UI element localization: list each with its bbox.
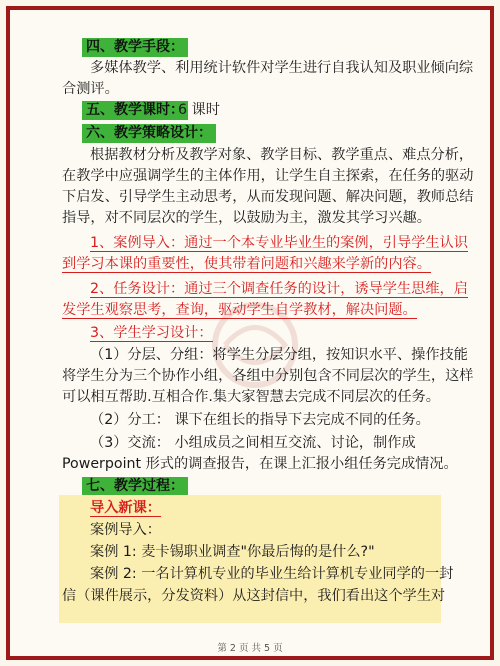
section4-line-2: 合测评。 [62, 81, 119, 97]
section4-heading: 四、教学手段： [82, 38, 188, 57]
section6-sub2: （2）分工： 课下在组长的指导下去完成不同的任务。 [90, 412, 430, 428]
section5-value: 6 课时 [178, 102, 220, 118]
section6-paragraph-line-3: 下启发、引导学生主动思考，从而发现问题、解决问题，教师总结 [62, 189, 474, 205]
section6-item3-heading: 3、学生学习设计： [90, 325, 213, 341]
section6-heading: 六、教学策略设计： [82, 124, 216, 143]
section6-item1-line-2: 到学习本课的重要性，使其带着问题和兴趣来学新的内容。 [62, 256, 431, 272]
section4-line-1: 多媒体教学、利用统计软件对学生进行自我认知及职业倾向综 [90, 60, 474, 76]
section6-paragraph-line-4: 指导，对不同层次的学生，以鼓励为主，激发其学习兴趣。 [62, 210, 431, 226]
section7-heading: 七、教学过程： [82, 477, 188, 496]
section6-sub1-line-3: 可以相互帮助.互相合作.集大家智慧去完成不同层次的任务。 [62, 389, 440, 405]
section6-item2-line-2: 发学生观察思考，查询，驱动学生自学教材，解决问题。 [62, 302, 417, 318]
lesson-box-line-4: 信（课件展示，分发资料）从这封信中，我们看出这个学生对 [62, 588, 446, 604]
section6-sub1-line-1: （1）分层、分组：将学生分层分组，按知识水平、操作技能 [90, 347, 468, 363]
lesson-box-line-1: 案例导入： [90, 522, 161, 538]
section6-sub3-line-2: Powerpoint 形式的调查报告，在课上汇报小组任务完成情况。 [62, 456, 458, 472]
lesson-box-line-2: 案例 1: 麦卡锡职业调查"你最后悔的是什么?" [90, 544, 375, 560]
page-footer: 第 2 页 共 5 页 [217, 643, 283, 654]
section6-paragraph-line-2: 在教学中应强调学生的主体作用，让学生自主探索，在任务的驱动 [62, 168, 474, 184]
lesson-box-line-3: 案例 2: 一名计算机专业的毕业生给计算机专业同学的一封 [90, 566, 454, 582]
section6-item2-line-1: 2、任务设计：通过三个调查任务的设计，诱导学生思维，启 [90, 281, 468, 297]
section6-item1-line-1: 1、案例导入：通过一个本专业毕业生的案例，引导学生认识 [90, 235, 468, 251]
section6-paragraph-line-1: 根据教材分析及教学对象、教学目标、教学重点、难点分析， [90, 147, 474, 163]
section5-heading: 五、教学课时： [82, 101, 188, 120]
section6-sub1-line-2: 将学生分为三个协作小组，各组中分别包含不同层次的学生，这样 [62, 368, 474, 384]
section6-sub3-line-1: （3）交流： 小组成员之间相互交流、讨论，制作成 [90, 435, 416, 451]
lesson-box-title: 导入新课： [90, 500, 161, 516]
